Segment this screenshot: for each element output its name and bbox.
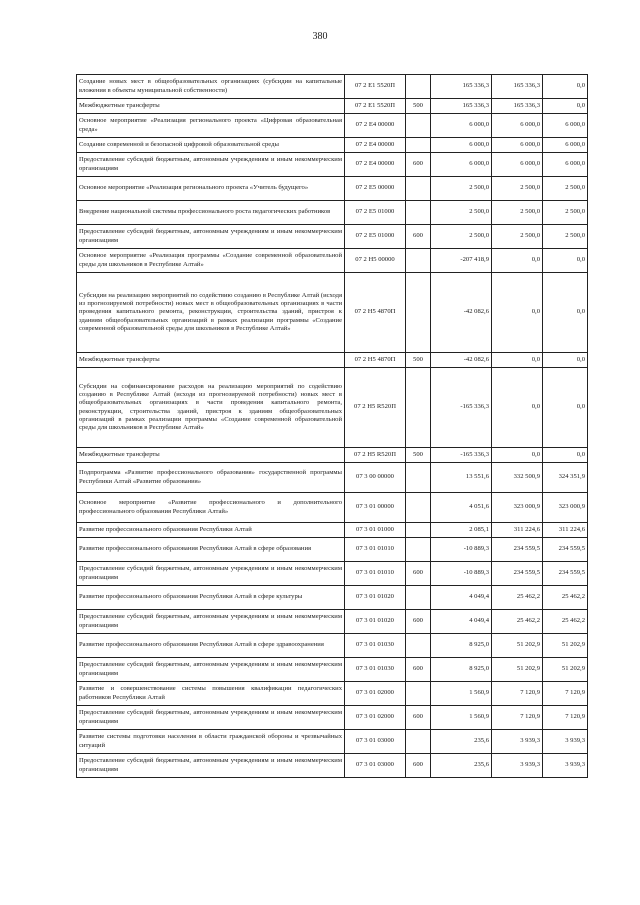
- row-amount-1: 8 925,0: [431, 658, 492, 682]
- table-row: [77, 682, 588, 706]
- row-amount-2: 332 500,9: [492, 463, 543, 493]
- row-amount-2: 0,0: [492, 353, 543, 368]
- row-amount-2: 234 559,5: [492, 562, 543, 586]
- table-row: [77, 99, 588, 114]
- row-amount-1: 165 336,3: [431, 75, 492, 99]
- row-target-code: 07 3 01 01010: [345, 562, 406, 586]
- row-target-code: 07 3 01 03000: [345, 730, 406, 754]
- row-description: Предоставление субсидий бюджетным, автономным учреждениям и иным некоммерческим организациям: [77, 562, 345, 586]
- row-amount-3: 0,0: [543, 353, 588, 368]
- row-amount-3: 323 000,9: [543, 493, 588, 523]
- row-target-code: 07 3 01 02000: [345, 682, 406, 706]
- table-row: [77, 523, 588, 538]
- row-amount-3: 0,0: [543, 249, 588, 273]
- row-expense-type: 600: [406, 225, 431, 249]
- row-description: Межбюджетные трансферты: [77, 99, 345, 114]
- row-amount-3: 3 939,3: [543, 754, 588, 778]
- table-row: [77, 658, 588, 682]
- table-row: [77, 75, 588, 99]
- row-amount-2: 51 202,9: [492, 658, 543, 682]
- row-amount-1: 4 049,4: [431, 586, 492, 610]
- row-description: Создание современной и безопасной цифровой образовательной среды: [77, 138, 345, 153]
- table-row: [77, 634, 588, 658]
- row-target-code: 07 2 H5 00000: [345, 249, 406, 273]
- table-row: [77, 730, 588, 754]
- row-target-code: 07 2 E5 01000: [345, 225, 406, 249]
- row-target-code: 07 3 01 01000: [345, 523, 406, 538]
- table-row: [77, 177, 588, 201]
- row-description: Предоставление субсидий бюджетным, автономным учреждениям и иным некоммерческим организациям: [77, 225, 345, 249]
- row-expense-type: [406, 493, 431, 523]
- row-amount-2: 234 559,5: [492, 538, 543, 562]
- row-amount-2: 6 000,0: [492, 153, 543, 177]
- row-target-code: 07 3 00 00000: [345, 463, 406, 493]
- row-description: Развитие и совершенствование системы повышения квалификации педагогических работников Республики Алтай: [77, 682, 345, 706]
- row-amount-1: 1 560,9: [431, 706, 492, 730]
- row-amount-2: 25 462,2: [492, 586, 543, 610]
- row-amount-2: 2 500,0: [492, 177, 543, 201]
- row-target-code: 07 2 E4 00000: [345, 114, 406, 138]
- row-amount-1: 2 500,0: [431, 177, 492, 201]
- row-amount-1: 4 051,6: [431, 493, 492, 523]
- table-row: [77, 273, 588, 353]
- row-description: Межбюджетные трансферты: [77, 353, 345, 368]
- row-amount-3: 0,0: [543, 368, 588, 448]
- row-amount-2: 165 336,3: [492, 75, 543, 99]
- row-target-code: 07 2 H5 R520П: [345, 368, 406, 448]
- row-expense-type: [406, 177, 431, 201]
- row-target-code: 07 3 01 01020: [345, 610, 406, 634]
- row-amount-2: 311 224,6: [492, 523, 543, 538]
- row-amount-1: 2 085,1: [431, 523, 492, 538]
- table-row: [77, 353, 588, 368]
- row-target-code: 07 2 E1 5520П: [345, 99, 406, 114]
- row-target-code: 07 3 01 02000: [345, 706, 406, 730]
- row-description: Основное мероприятие «Реализация программы «Создание современной образовательной среды для школьников в Республике Алтай»: [77, 249, 345, 273]
- row-amount-1: 6 000,0: [431, 153, 492, 177]
- row-expense-type: [406, 682, 431, 706]
- row-amount-2: 51 202,9: [492, 634, 543, 658]
- row-amount-2: 25 462,2: [492, 610, 543, 634]
- row-amount-3: 2 500,0: [543, 225, 588, 249]
- table-row: [77, 225, 588, 249]
- row-amount-3: 0,0: [543, 448, 588, 463]
- row-expense-type: [406, 463, 431, 493]
- row-amount-2: 3 939,3: [492, 754, 543, 778]
- row-amount-3: 6 000,0: [543, 114, 588, 138]
- row-description: Субсидии на реализацию мероприятий по содействию созданию в Республике Алтай (исходя из прогнозируемой потребности) новых мест в общеобразовательных организациях в части проведения капитального ремонта, реконструкции, строительства зданий, пристроя к зданиям общеобразовательных организаций в рамках реализации программы «Создание современной образовательной среды для школьников в Республике Алтай»: [77, 273, 345, 353]
- row-expense-type: [406, 368, 431, 448]
- row-target-code: 07 3 01 00000: [345, 493, 406, 523]
- row-expense-type: [406, 273, 431, 353]
- row-expense-type: 600: [406, 754, 431, 778]
- row-amount-3: 0,0: [543, 75, 588, 99]
- table-row: [77, 706, 588, 730]
- row-description: Развитие профессионального образования Республики Алтай в сфере здравоохранения: [77, 634, 345, 658]
- row-expense-type: 500: [406, 353, 431, 368]
- row-amount-3: 2 500,0: [543, 177, 588, 201]
- row-amount-1: 13 551,6: [431, 463, 492, 493]
- row-description: Основное мероприятие «Реализация регионального проекта «Цифровая образовательная среда»: [77, 114, 345, 138]
- table-row: [77, 153, 588, 177]
- row-amount-3: 0,0: [543, 99, 588, 114]
- table-row: [77, 138, 588, 153]
- row-amount-3: 51 202,9: [543, 634, 588, 658]
- row-amount-3: 324 351,9: [543, 463, 588, 493]
- row-description: Основное мероприятие «Реализация регионального проекта «Учитель будущего»: [77, 177, 345, 201]
- row-target-code: 07 3 01 03000: [345, 754, 406, 778]
- table-row: [77, 610, 588, 634]
- row-target-code: 07 2 E1 5520П: [345, 75, 406, 99]
- row-description: Подпрограмма «Развитие профессионального образования» государственной программы Республики Алтай «Развитие образования»: [77, 463, 345, 493]
- row-expense-type: [406, 75, 431, 99]
- row-amount-3: 25 462,2: [543, 610, 588, 634]
- row-amount-1: -165 336,3: [431, 448, 492, 463]
- row-amount-2: 2 500,0: [492, 201, 543, 225]
- row-amount-1: -165 336,3: [431, 368, 492, 448]
- row-description: Предоставление субсидий бюджетным, автономным учреждениям и иным некоммерческим организациям: [77, 754, 345, 778]
- row-amount-2: 323 000,9: [492, 493, 543, 523]
- table-row: [77, 754, 588, 778]
- row-expense-type: [406, 730, 431, 754]
- row-amount-1: 165 336,3: [431, 99, 492, 114]
- page-number: 380: [312, 31, 328, 42]
- table-row: [77, 114, 588, 138]
- row-expense-type: 600: [406, 706, 431, 730]
- row-amount-2: 7 120,9: [492, 706, 543, 730]
- row-expense-type: [406, 138, 431, 153]
- table-row: [77, 562, 588, 586]
- row-target-code: 07 2 E4 00000: [345, 153, 406, 177]
- row-amount-1: -42 082,6: [431, 353, 492, 368]
- row-amount-3: 6 000,0: [543, 138, 588, 153]
- row-amount-3: 6 000,0: [543, 153, 588, 177]
- table-row: [77, 586, 588, 610]
- row-expense-type: [406, 538, 431, 562]
- row-expense-type: [406, 201, 431, 225]
- row-expense-type: 500: [406, 448, 431, 463]
- row-amount-2: 165 336,3: [492, 99, 543, 114]
- budget-table-body: [77, 75, 588, 778]
- row-amount-1: -10 889,3: [431, 562, 492, 586]
- table-row: [77, 201, 588, 225]
- row-amount-3: 25 462,2: [543, 586, 588, 610]
- row-target-code: 07 2 H5 4870П: [345, 273, 406, 353]
- row-target-code: 07 2 E4 00000: [345, 138, 406, 153]
- table-row: [77, 249, 588, 273]
- table-row: [77, 368, 588, 448]
- row-target-code: 07 3 01 01010: [345, 538, 406, 562]
- row-description: Внедрение национальной системы профессионального роста педагогических работников: [77, 201, 345, 225]
- row-description: Межбюджетные трансферты: [77, 448, 345, 463]
- row-description: Основное мероприятие «Развитие профессионального и дополнительного профессионального образования Республики Алтай»: [77, 493, 345, 523]
- row-target-code: 07 2 H5 R520П: [345, 448, 406, 463]
- row-amount-1: -207 418,9: [431, 249, 492, 273]
- row-expense-type: 600: [406, 153, 431, 177]
- row-amount-3: 234 559,5: [543, 538, 588, 562]
- budget-table: [76, 74, 588, 778]
- row-amount-2: 6 000,0: [492, 138, 543, 153]
- row-amount-1: 4 049,4: [431, 610, 492, 634]
- table-row: [77, 448, 588, 463]
- row-amount-1: -42 082,6: [431, 273, 492, 353]
- row-amount-1: 6 000,0: [431, 138, 492, 153]
- row-amount-3: 311 224,6: [543, 523, 588, 538]
- table-row: [77, 463, 588, 493]
- row-expense-type: [406, 586, 431, 610]
- row-amount-1: 8 925,0: [431, 634, 492, 658]
- row-amount-1: 2 500,0: [431, 201, 492, 225]
- row-expense-type: 600: [406, 562, 431, 586]
- row-amount-2: 0,0: [492, 249, 543, 273]
- row-amount-3: 51 202,9: [543, 658, 588, 682]
- row-amount-2: 2 500,0: [492, 225, 543, 249]
- row-amount-2: 0,0: [492, 273, 543, 353]
- row-amount-2: 0,0: [492, 368, 543, 448]
- row-expense-type: [406, 114, 431, 138]
- row-description: Развитие системы подготовки населения в области гражданской обороны и чрезвычайных ситуаций: [77, 730, 345, 754]
- row-description: Развитие профессионального образования Республики Алтай в сфере культуры: [77, 586, 345, 610]
- row-target-code: 07 3 01 01020: [345, 586, 406, 610]
- row-amount-2: 6 000,0: [492, 114, 543, 138]
- row-description: Предоставление субсидий бюджетным, автономным учреждениям и иным некоммерческим организациям: [77, 706, 345, 730]
- row-amount-1: 235,6: [431, 730, 492, 754]
- row-description: Развитие профессионального образования Республики Алтай: [77, 523, 345, 538]
- row-amount-2: 0,0: [492, 448, 543, 463]
- row-target-code: 07 2 H5 4870П: [345, 353, 406, 368]
- row-expense-type: [406, 249, 431, 273]
- row-amount-1: 2 500,0: [431, 225, 492, 249]
- row-amount-3: 7 120,9: [543, 682, 588, 706]
- row-description: Создание новых мест в общеобразовательных организациях (субсидии на капитальные вложения в объекты муниципальной собственности): [77, 75, 345, 99]
- row-target-code: 07 2 E5 01000: [345, 201, 406, 225]
- row-amount-1: 235,6: [431, 754, 492, 778]
- row-amount-3: 0,0: [543, 273, 588, 353]
- row-amount-3: 3 939,3: [543, 730, 588, 754]
- row-description: Развитие профессионального образования Республики Алтай в сфере образования: [77, 538, 345, 562]
- row-description: Предоставление субсидий бюджетным, автономным учреждениям и иным некоммерческим организациям: [77, 610, 345, 634]
- row-target-code: 07 2 E5 00000: [345, 177, 406, 201]
- row-amount-3: 7 120,9: [543, 706, 588, 730]
- row-amount-3: 234 559,5: [543, 562, 588, 586]
- row-amount-1: -10 889,3: [431, 538, 492, 562]
- row-target-code: 07 3 01 01030: [345, 658, 406, 682]
- row-description: Предоставление субсидий бюджетным, автономным учреждениям и иным некоммерческим организациям: [77, 658, 345, 682]
- row-amount-1: 1 560,9: [431, 682, 492, 706]
- row-target-code: 07 3 01 01030: [345, 634, 406, 658]
- row-amount-1: 6 000,0: [431, 114, 492, 138]
- row-description: Субсидии на софинансирование расходов на реализацию мероприятий по содействию созданию в Республике Алтай (исходя из прогнозируемой потребности) новых мест в общеобразовательных организациях в части проведения капитального ремонта, реконструкции, строительства зданий, пристроя к зданиям общеобразовательных организаций в рамках реализации программы «Создание современной образовательной среды для школьников в Республике Алтай»: [77, 368, 345, 448]
- row-amount-2: 7 120,9: [492, 682, 543, 706]
- row-expense-type: [406, 523, 431, 538]
- row-expense-type: [406, 634, 431, 658]
- row-amount-3: 2 500,0: [543, 201, 588, 225]
- table-row: [77, 538, 588, 562]
- row-expense-type: 600: [406, 610, 431, 634]
- table-row: [77, 493, 588, 523]
- row-amount-2: 3 939,3: [492, 730, 543, 754]
- row-expense-type: 600: [406, 658, 431, 682]
- row-expense-type: 500: [406, 99, 431, 114]
- row-description: Предоставление субсидий бюджетным, автономным учреждениям и иным некоммерческим организациям: [77, 153, 345, 177]
